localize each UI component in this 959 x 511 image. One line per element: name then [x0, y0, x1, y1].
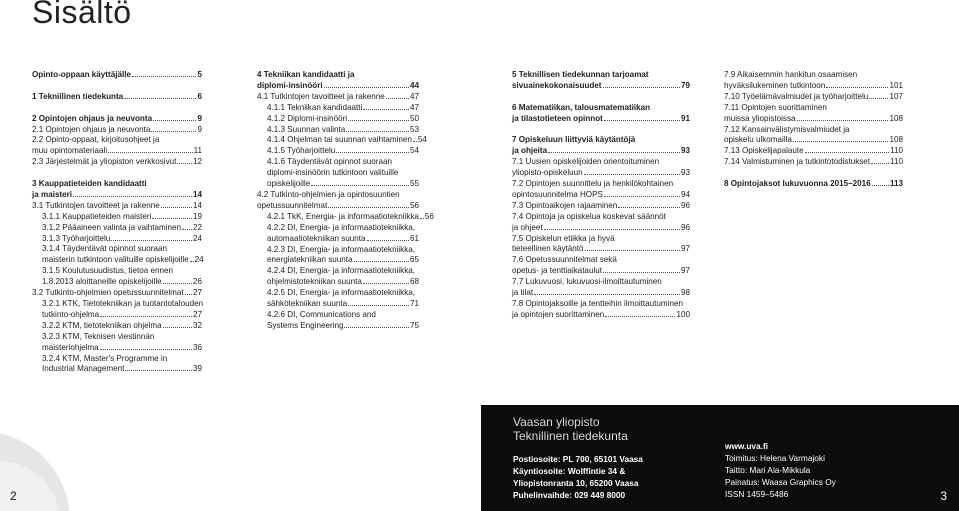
toc-page-number: 98: [680, 288, 690, 298]
toc-page-number: 97: [680, 244, 690, 254]
toc-page-number: 5: [197, 70, 202, 79]
dot-leader: [548, 152, 680, 153]
toc-entry-title: Systems Engineering: [267, 320, 344, 330]
dot-leader: [177, 163, 192, 164]
toc-entry-title: opiskelijoille: [267, 179, 311, 189]
toc-entry-title: ja ohjeita: [512, 146, 548, 156]
dot-leader: [805, 152, 889, 153]
dot-leader: [153, 120, 196, 121]
toc-entry: [257, 234, 419, 245]
dot-leader: [604, 120, 680, 121]
toc-entry: [32, 343, 202, 354]
toc-entry-title: 3.2 Tutkinto-ohjelmien opetussuunnitelmat: [32, 288, 184, 298]
toc-entry-title: tieteellinen käytäntö: [512, 244, 584, 254]
toc-entry: [512, 288, 690, 299]
toc-entry-title: diplomi-insinööri: [257, 80, 323, 90]
toc-page-number: 68: [409, 277, 419, 287]
toc-page-number: 50: [409, 113, 419, 123]
dot-leader: [100, 316, 192, 317]
toc-entry-line: 4.2.6 DI, Communications and: [267, 309, 376, 319]
toc-entry-title: ja maisteri: [32, 189, 73, 199]
toc-entry-line: 7.1 Uusien opiskelijoiden orientoituminen: [512, 157, 660, 167]
toc-page-number: 26: [192, 277, 202, 287]
toc-entry-line: 4.1.6 Täydentävät opinnot suoraan: [267, 157, 392, 167]
toc-entry-title: 3.1.1 Kauppatieteiden maisteri: [42, 211, 152, 221]
dot-leader: [797, 120, 889, 121]
toc-chapter-line: 4 Tekniikan kandidaatti ja: [257, 70, 355, 79]
toc-entry: [257, 103, 419, 114]
toc-page-number: 97: [680, 266, 690, 276]
toc-entry-title: 7.14 Valmistuminen ja tutkintotodistukset: [724, 157, 871, 167]
toc-page-number: 39: [192, 364, 202, 374]
toc-entry-title: ohjelmistotekniikan suunta: [267, 277, 362, 287]
dot-leader: [346, 131, 409, 132]
toc-page-number: 32: [192, 320, 202, 330]
toc-entry-title: 4.1.1 Tekniikan kandidaatti: [267, 102, 363, 112]
info-line: Painatus: Waasa Graphics Oy: [725, 477, 836, 487]
toc-entry-line: 7.2 Opintojen suunnittelu ja henkilökohtainen: [512, 179, 674, 189]
toc-entry-title: ja ohjeet: [512, 222, 543, 232]
toc-page-number: 108: [889, 113, 903, 123]
toc-entry: [32, 201, 202, 212]
toc-chapter: [32, 114, 202, 125]
toc-page-number: 107: [889, 91, 903, 101]
toc-page-number: 113: [889, 179, 903, 189]
toc-page-number: 100: [676, 309, 690, 319]
toc-entry-title: opiskelu ulkomailla: [724, 135, 792, 145]
dot-leader: [603, 272, 680, 273]
toc-entry-line: 2.2 Opinto-oppaat, kirjoitusohjeet ja: [32, 135, 160, 145]
dot-leader: [100, 349, 192, 350]
address-line: Postiosoite: PL 700, 65101 Vaasa: [513, 454, 643, 464]
toc-entry-title: sähkötekniikan suunta: [267, 299, 348, 309]
toc-entry-line: 4.2.5 DI, Energia- ja informaatiotekniikka,: [267, 288, 416, 298]
toc-entry: [724, 81, 903, 92]
toc-entry-title: 7.13 Opiskelijapalaute: [724, 146, 804, 156]
toc-entry-title: 4.2.1 TkK, Energia- ja informaatiotekniikka: [267, 211, 419, 221]
toc-page-number: 14: [192, 189, 202, 199]
toc-entry-title: muu opintomateriaali: [32, 146, 108, 156]
toc-entry-title: ja tilat: [512, 288, 534, 298]
toc-entry-title: ja opintojen suorittaminen: [512, 309, 605, 319]
toc-entry-line: 3.2.1 KTK, Tietotekniikan ja tuotantotalouden: [42, 298, 204, 308]
toc-page-number: 96: [680, 222, 690, 232]
toc-page-number: 75: [409, 320, 419, 330]
toc-page-number: 79: [680, 80, 690, 90]
dot-leader: [354, 261, 409, 262]
dot-leader: [73, 196, 192, 197]
dot-leader: [182, 229, 192, 230]
toc-entry-title: Opinto-oppaan käyttäjälle: [32, 70, 131, 79]
toc-chapter: [512, 114, 690, 125]
toc-entry: [32, 310, 202, 321]
toc-entry-title: 2.3 Järjestelmät ja yliopiston verkkosivut: [32, 157, 177, 167]
toc-entry-line: diplomi-insinöörin tutkintoon valituille: [267, 168, 399, 178]
toc-entry: [724, 135, 903, 146]
toc-entry-line: 7.5 Opiskelun etiikka ja hyvä: [512, 233, 615, 243]
toc-page-number: 56: [409, 200, 419, 210]
dot-leader: [605, 316, 675, 317]
toc-entry: [32, 125, 202, 136]
toc-page-number: 44: [409, 80, 419, 90]
toc-entry-line: 7.11 Opintojen suorittaminen: [724, 102, 827, 112]
toc-chapter: [257, 81, 419, 92]
toc-entry: [724, 157, 903, 168]
toc-entry-title: muissa yliopistoissa: [724, 113, 796, 123]
dot-leader: [618, 207, 680, 208]
toc-column-3: [512, 70, 690, 321]
toc-entry: [32, 223, 202, 234]
dot-leader: [348, 305, 409, 306]
toc-page-number: 24: [192, 233, 202, 243]
toc-entry: [32, 364, 202, 375]
toc-entry: [257, 201, 419, 212]
toc-entry-title: energiatekniikan suunta: [267, 255, 353, 265]
toc-spacer: [512, 92, 690, 103]
toc-page-number: 96: [680, 200, 690, 210]
toc-column-1: [32, 70, 202, 375]
dot-leader: [132, 76, 197, 77]
toc-page-number: 12: [192, 157, 202, 167]
dot-leader: [363, 283, 409, 284]
toc-column-2: [257, 70, 434, 332]
toc-page-number: 108: [889, 135, 903, 145]
dot-leader: [793, 141, 889, 142]
toc-page-number: 93: [680, 168, 690, 178]
dot-leader: [163, 283, 192, 284]
dot-leader: [151, 131, 196, 132]
toc-entry-line: 7.6 Opetussuunnitelmat sekä: [512, 255, 617, 265]
dot-leader: [386, 98, 409, 99]
toc-entry: [512, 244, 690, 255]
toc-entry-title: opetus- ja tenttiaikataulut: [512, 266, 602, 276]
toc-entry: [257, 211, 434, 223]
dot-leader: [190, 261, 194, 262]
toc-entry: [724, 114, 903, 125]
toc-entry-title: 4.1 Tutkintojen tavoitteet ja rakenne: [257, 91, 385, 101]
toc-chapter-line: 5 Teknillisen tiedekunnan tarjoamat: [512, 70, 649, 79]
toc-entry-title: 4.1.5 Työharjoittelu: [267, 146, 336, 156]
toc-entry: [257, 114, 419, 125]
toc-page-number: 27: [192, 309, 202, 319]
dot-leader: [604, 196, 680, 197]
toc-entry-title: 8 Opintojaksot lukuvuonna 2015–2016: [724, 179, 871, 189]
toc-entry-line: 7.4 Opintoja ja opiskelua koskevat säännöt: [512, 211, 666, 221]
page-title: Sisältö: [32, 0, 132, 30]
toc-chapter: [512, 146, 690, 157]
toc-entry-title: hyväksilukeminen tutkintoon: [724, 80, 826, 90]
toc-entry: [32, 255, 202, 266]
dot-leader: [324, 87, 409, 88]
toc-page-number: 65: [409, 255, 419, 265]
faculty-line: Teknillinen tiedekunta: [513, 429, 628, 443]
toc-entry: [512, 190, 690, 201]
toc-entry: [32, 146, 202, 157]
toc-entry-line: 7.7 Lukuvuosi, lukuvuosi-ilmoittautuminen: [512, 277, 662, 287]
toc-page-number: 36: [192, 342, 202, 352]
toc-entry: [257, 146, 419, 157]
toc-entry: [512, 168, 690, 179]
toc-page-number: 54: [409, 146, 419, 156]
toc-entry-title: yliopisto-opiskeluun: [512, 168, 583, 178]
toc-entry-title: sivuainekokonaisuudet: [512, 80, 602, 90]
dot-leader: [420, 218, 424, 219]
university-name: [513, 415, 628, 443]
toc-page-number: 53: [409, 124, 419, 134]
dot-leader: [163, 327, 192, 328]
toc-page-number: 56: [424, 211, 434, 221]
toc-page-number: 110: [890, 157, 903, 167]
toc-page-number: 71: [409, 299, 419, 309]
toc-entry-title: Industrial Management: [42, 364, 125, 374]
toc-entry: [257, 125, 419, 136]
toc-entry-title: 2.1 Opintojen ohjaus ja neuvonta: [32, 124, 151, 134]
toc-entry: [512, 266, 690, 277]
website-link[interactable]: www.uva.fi: [725, 441, 769, 451]
toc-entry-title: maisteriohjelma: [42, 342, 99, 352]
toc-entry-title: 3.1.3 Työharjoittelu: [42, 233, 111, 243]
toc-entry-title: 4.1.4 Ohjelman tai suunnan vaihtaminen: [267, 135, 412, 145]
toc-entry: [512, 310, 690, 321]
toc-entry-title: automaatiotekniikan suunta: [267, 233, 366, 243]
toc-entry: [257, 179, 419, 190]
toc-entry-line: 3.1.4 Täydentävät opinnot suoraan: [42, 244, 167, 254]
toc-entry-title: ja tilastotieteen opinnot: [512, 113, 603, 123]
dot-leader: [336, 152, 409, 153]
dot-leader: [367, 240, 409, 241]
toc-entry: [32, 277, 202, 288]
toc-entry: [32, 288, 202, 299]
toc-entry: [257, 321, 419, 332]
dot-leader: [413, 141, 417, 142]
toc-page-number: 101: [889, 80, 903, 90]
dot-leader: [585, 250, 680, 251]
toc-entry-line: 4.2.2 DI, Energia- ja informaatiotekniikka,: [267, 222, 416, 232]
toc-entry-line: 3.1.5 Koulutusuudistus, tietoa ennen: [42, 266, 173, 276]
toc-page-number: 6: [197, 91, 202, 101]
toc-entry-title: 1.8.2013 aloittaneille opiskelijoille: [42, 277, 162, 287]
dot-leader: [125, 370, 192, 371]
toc-entry-title: opetussuunnitelmat: [257, 200, 328, 210]
toc-page-number: 22: [192, 222, 202, 232]
toc-entry-line: 7.8 Opintojaksoille ja tentteihin ilmoittautuminen: [512, 299, 683, 308]
toc-chapter: [32, 92, 202, 103]
toc-page-number: 93: [680, 146, 690, 156]
toc-entry-line: 4.2 Tutkinto-ohjelmien ja opintosuuntien: [257, 189, 400, 199]
toc-entry-title: 3.2.2 KTM, tietotekniikan ohjelma: [42, 320, 162, 330]
toc-spacer: [724, 168, 903, 179]
publication-info: [725, 440, 836, 500]
dot-leader: [544, 229, 680, 230]
toc-page-number: 94: [680, 189, 690, 199]
toc-spacer: [32, 103, 202, 114]
toc-entry: [512, 201, 690, 212]
toc-entry-title: 2 Opintojen ohjaus ja neuvonta: [32, 113, 153, 123]
toc-page-number: 24: [194, 255, 204, 265]
toc-entry: [257, 277, 419, 288]
toc-page-number: 14: [192, 200, 202, 210]
toc-chapter-line: 3 Kauppatieteiden kandidaatti: [32, 179, 147, 189]
dot-leader: [311, 185, 409, 186]
toc-page-number: 9: [197, 124, 202, 134]
toc-entry: [32, 157, 202, 168]
toc-entry-line: 7.9 Aikaisemmin hankitun osaamisen: [724, 70, 858, 79]
toc-page-number: 91: [680, 113, 690, 123]
toc-entry-line: 3.2.4 KTM, Master's Programme in: [42, 353, 168, 363]
toc-entry-title: 4.1.3 Suunnan valinta: [267, 124, 346, 134]
toc-chapter: [724, 179, 903, 190]
page-number-left: 2: [10, 489, 17, 503]
toc-page-number: 54: [417, 135, 427, 145]
toc-entry: [32, 212, 202, 223]
dot-leader: [161, 207, 192, 208]
toc-entry-title: 1 Tekniilinen tiedekunta: [32, 91, 124, 101]
toc-page-number: 47: [409, 91, 419, 101]
toc-page-number: 9: [197, 113, 202, 123]
toc-page-number: 61: [409, 233, 419, 243]
dot-leader: [826, 87, 888, 88]
dot-leader: [872, 185, 889, 186]
info-line: Taitto: Mari Ala-Mikkula: [725, 465, 811, 475]
footer-panel: [481, 405, 959, 511]
dot-leader: [108, 152, 192, 153]
toc-page-number: 47: [409, 102, 419, 112]
dot-leader: [534, 294, 680, 295]
toc-chapter: [512, 81, 690, 92]
toc-chapter-line: 7 Opiskeluun liittyviä käytäntöjä: [512, 135, 636, 145]
dot-leader: [152, 218, 192, 219]
toc-chapter-line: 6 Matematiikan, talousmatematiikan: [512, 102, 651, 112]
dot-leader: [869, 98, 888, 99]
toc-entry-line: 4.2.3 DI, Energia- ja informaatiotekniikka,: [267, 244, 416, 254]
university-line: Vaasan yliopisto: [513, 415, 600, 429]
dot-leader: [603, 87, 680, 88]
toc-entry-title: 4.1.2 Diplomi-insinööri: [267, 113, 348, 123]
toc-entry-title: 7.3 Opintoaikojen rajaaminen: [512, 200, 618, 210]
address-block: [513, 453, 643, 501]
toc-entry-title: 7.10 Työelämävalmiudet ja työharjoittelu: [724, 91, 869, 101]
toc-entry: [32, 234, 202, 245]
toc-spacer: [512, 125, 690, 136]
toc-entry: [257, 92, 419, 103]
toc-spacer: [32, 168, 202, 179]
toc-entry-line: 4.2.4 DI, Energia- ja informaatiotekniikka,: [267, 266, 416, 276]
dot-leader: [871, 163, 889, 164]
dot-leader: [363, 109, 409, 110]
toc-entry: [724, 146, 903, 157]
page-number-right: 3: [940, 489, 947, 503]
phone-line: Puhelinvaihde: 029 449 8000: [513, 490, 626, 500]
dot-leader: [348, 120, 409, 121]
toc-entry: [257, 299, 419, 310]
toc-entry-title: 3.1.2 Pääaineen valinta ja vaihtaminen: [42, 222, 182, 232]
toc-entry-title: opintosuunnitelma HOPS: [512, 189, 603, 199]
dot-leader: [185, 294, 192, 295]
toc-entry: [257, 135, 427, 146]
dot-leader: [111, 240, 192, 241]
toc-entry: [724, 92, 903, 103]
dot-leader: [124, 98, 196, 99]
toc-page-number: 110: [890, 146, 903, 156]
toc-entry-line: 3.2.3 KTM, Teknisen viestinnän: [42, 331, 155, 341]
toc-entry: [512, 223, 690, 234]
toc-chapter: [32, 70, 202, 81]
toc-page-number: 27: [192, 288, 202, 298]
address-line: Käyntiosoite: Wolffintie 34 &: [513, 466, 626, 476]
toc-entry-line: 7.12 Kansainvälistymisvalmiudet ja: [724, 124, 850, 134]
toc-entry-title: maisterin tutkintoon valituille opiskelijoille: [42, 255, 189, 265]
info-line: Toimitus: Helena Varmajoki: [725, 453, 825, 463]
toc-spacer: [32, 81, 202, 92]
dot-leader: [328, 207, 409, 208]
dot-leader: [584, 174, 680, 175]
address-line: Yliopistonranta 10, 65200 Vaasa: [513, 478, 639, 488]
toc-page-number: 55: [409, 179, 419, 189]
toc-chapter: [32, 190, 202, 201]
toc-entry: [257, 255, 419, 266]
toc-entry-title: 3.1 Tutkintojen tavoitteet ja rakenne: [32, 200, 160, 210]
toc-page-number: 11: [193, 146, 202, 156]
issn-line: ISSN 1459–5486: [725, 489, 789, 499]
toc-column-4: [724, 70, 903, 190]
toc-page-number: 19: [192, 211, 202, 221]
toc-entry: [32, 321, 202, 332]
dot-leader: [344, 327, 409, 328]
toc-entry-title: tutkinto-ohjelma: [42, 309, 100, 319]
